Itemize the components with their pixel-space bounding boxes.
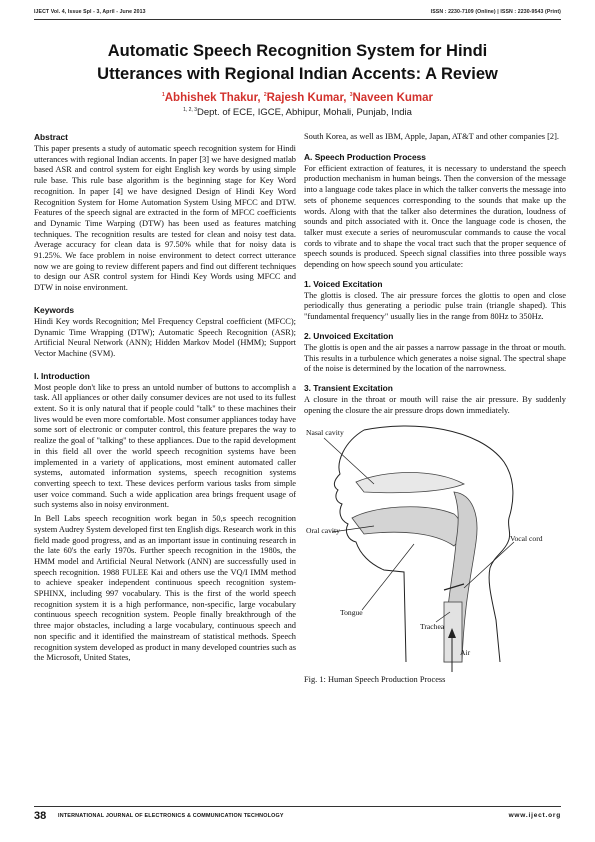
right-column xyxy=(304,132,566,684)
abstract-heading: Abstract xyxy=(34,132,68,142)
page-number: 38 xyxy=(34,810,47,822)
author-2-sup: 2 xyxy=(263,92,267,99)
speech-production-figure xyxy=(304,422,562,672)
voiced-text: The glottis is closed. The air pressure forces the glottis to open and close periodically thus generating a periodic pulse train (triangle shaped). This "fundamental frequency" usually lies in the range from 80Hz to 350Hz. xyxy=(304,290,566,322)
introduction-heading: I. Introduction xyxy=(34,370,90,381)
affiliation-sup: 1, 2, 3 xyxy=(183,107,197,113)
label-oral-cavity: Oral cavity xyxy=(306,526,340,536)
unvoiced-heading: 2. Unvoiced Excitation xyxy=(304,330,394,341)
journal-website[interactable]: www.iject.org xyxy=(508,812,561,819)
left-column xyxy=(34,132,296,667)
running-header-right: ISSN : 2230-7109 (Online) | ISSN : 2230-9543 (Print) xyxy=(430,9,561,15)
footer-rule xyxy=(34,806,561,807)
vocal-tract-diagram xyxy=(304,422,562,672)
author-2: Rajesh Kumar, xyxy=(266,92,350,104)
label-air: Air xyxy=(460,648,471,658)
affiliation xyxy=(34,107,561,118)
author-1-sup: 1 xyxy=(161,92,165,99)
author-list xyxy=(34,92,561,104)
journal-name: INTERNATIONAL JOURNAL OF ELECTRONICS & COMMUNICATION TECHNOLOGY xyxy=(58,813,284,819)
transient-heading: 3. Transient Excitation xyxy=(304,382,393,393)
affiliation-text: Dept. of ECE, IGCE, Abhipur, Mohali, Punjab, India xyxy=(196,107,412,119)
transient-text: A closure in the throat or mouth will raise the air pressure. By suddenly opening the closure the air pressure drops down immediately. xyxy=(304,394,566,415)
running-header-left: IJECT Vol. 4, Issue Spl - 3, April - June 2013 xyxy=(34,9,146,15)
paper-title xyxy=(34,40,561,86)
section-a-text: For efficient extraction of features, it is necessary to understand the speech production mechanism in human beings. Then the conversion of the message into a language code takes place in which the talker converts the message into sets of phoneme sequences corresponding to the sounds that make up the words. Along with that the talker also determines the duration, loudness of sounds and pitch associated with it. Once the language code is chosen, the talker must execute a series of neuromuscular commands to cause the vocal cords to vibrate and to shape the vocal tract such that the proper sequence of speech sounds is produced. Speech signal classifies into three possible ways depending on how speech sound you articulate: xyxy=(304,163,566,270)
section-a-heading: A. Speech Production Process xyxy=(304,151,426,162)
title-line-2: Utterances with Regional Indian Accents: A Review xyxy=(97,65,498,83)
voiced-heading: 1. Voiced Excitation xyxy=(304,278,383,289)
figure-caption: Fig. 1: Human Speech Production Process xyxy=(304,675,446,685)
author-3: Naveen Kumar xyxy=(352,92,434,104)
introduction-continued: South Korea, as well as IBM, Apple, Japan, AT&T and other companies [2]. xyxy=(304,132,559,141)
introduction-paragraph-2: In Bell Labs speech recognition work began in 50,s speech recognition system Audrey System developed first ten English digs. Research work in this field made good progress, and as an important issue in continuing research in the late 60's the early 1970s. Further speech recognition in the 1980s, the HMM model and Artificial Neural Network (ANN) are successfully used in speech recognition. 1988 FULEE Kai and others use the VQ/I IMM method to achieve speaker independent continuous speech recognition system-SPHINX, including 997 vocabulary. This is the first of the world speech recognition system it is a high performance, non-specific, large vocabulary continuous speech recognition system. People finally breakthrough of the three major obstacles, including a large vocabulary, continuous speech and non specific and it identified the mainstream of statistical methods. Speech recognition system developed as product in many developed countries such as the Microsoft, United States, xyxy=(34,514,296,663)
keywords-heading: Keywords xyxy=(34,304,75,315)
label-nasal-cavity: Nasal cavity xyxy=(306,428,344,438)
author-3-sup: 3 xyxy=(349,92,353,99)
label-tongue: Tongue xyxy=(340,608,363,618)
author-1: Abhishek Thakur, xyxy=(164,92,264,104)
abstract-text: This paper presents a study of automatic speech recognition system for Hindi utterances with regional Indian accents. In paper [3] we have designed matlab based ASR and control system for eight English key words by using simple rule base. This rule base algorithm is the beginning stage for Key Word recognition. In paper [4] we have designed Design of Hindi Key Word Recognition System for Home Automation System Using MFCC and DTW. Features of the speech signal are extracted in the form of MFCC coefficients and Dynamic Time Warping (DTW) has been used as features matching techniques. The recognition results are tested for clean and noisy test data. Average accuracy for clean data is 97.50% while that for noisy data is 91.25%. We face problem in noise environment to detect correct utterance now we are going to review different papers and find out different techniques to design our ASR control system for Hindi Key Words using MFCC and DTW in noise environment. xyxy=(34,144,296,293)
unvoiced-text: The glottis is open and the air passes a narrow passage in the throat or mouth. This results in a turbulence which generates a noise signal. The spectral shape of the noise is determined by the location of the narrowness. xyxy=(304,342,566,374)
introduction-paragraph-1: Most people don't like to press an untold number of buttons to accomplish a task. All appliances or other daily consumer devices are not used to its fullest extent. So it is only natural that if people could "talk" to these machines their lives would be even more comfortable. Most consumer appliances today have some sort of electronic or computer control, this feature prepares the way to realize the goal of "talking" to these appliances. Due to the rapid development in this field all over the world speech recognition systems have been implemented in a variety of applications, most eminent automated caller systems, automated information systems, speech recognition systems converting speech to text. These devices perform various tasks from simple user voice command. Such a wide application area brings frequent usage of such systems also in noisy environment. xyxy=(34,382,296,510)
header-rule xyxy=(34,19,561,20)
label-vocal-cord: Vocal cord xyxy=(510,534,543,544)
keywords-text: Hindi Key words Recognition; Mel Frequency Cepstral coefficient (MFCC); Dynamic Time Wrapping (DTW); Automatic Speech Recognition (ASR); Artificial Neural Network (ANN); Hidden Markov Model (HMM); Support Vector Machine (SVM). xyxy=(34,316,296,358)
title-line-1: Automatic Speech Recognition System for Hindi xyxy=(107,42,488,60)
label-trachea: Trachea xyxy=(420,622,445,632)
